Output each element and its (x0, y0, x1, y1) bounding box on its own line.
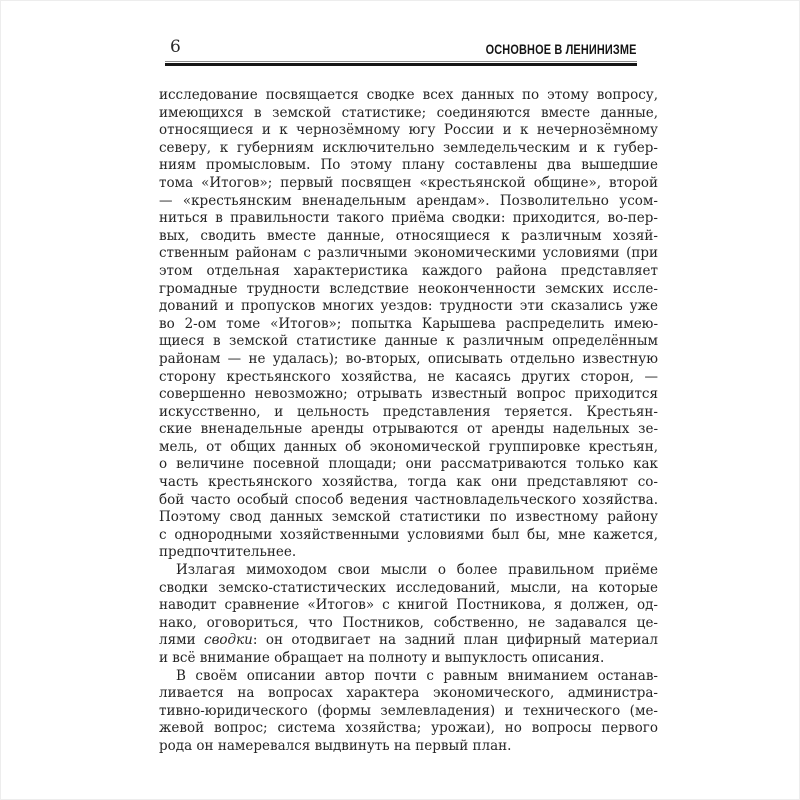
text-line: тивно-юридического (формы землевладения) и технического (ме- (159, 702, 658, 719)
text-line: лями сводки: он отодвигает на задний план цифирный материал (159, 632, 658, 649)
text-line: ливается на вопросах характера экономического, администра- (159, 685, 658, 702)
text-line: вых, сводить вместе данные, относящиеся к различным хозяй- (159, 227, 658, 244)
text-line: относящиеся и к чернозёмному югу России и к нечернозёмному (159, 122, 658, 139)
text-line: районам — не удалась); во-вторых, описывать отдельно известную (159, 350, 658, 367)
text-line: искусственно, и цельность представления теряется. Крестьян- (159, 403, 658, 420)
text-line: предпочтительнее. (159, 544, 297, 561)
text-line: Поэтому свод данных земской статистики по известному району (159, 509, 658, 526)
page-header (165, 36, 637, 72)
text-line: нако, оговориться, что Постников, собственно, не задавался це- (159, 614, 658, 631)
text-line: сторону крестьянского хозяйства, не касаясь других сторон, — (159, 368, 658, 385)
paragraph (159, 562, 658, 668)
text-line: ниться в правильности такого приёма сводки: приходится, во-пер- (159, 210, 658, 227)
text-line: совершенно невозможно; отрывать известный вопрос приходится (159, 386, 658, 403)
text-line: часть крестьянского хозяйства, тогда как они представляют со- (159, 474, 658, 491)
text-line: громадные трудности вследствие неоконченности земских иссле- (159, 280, 658, 297)
text-line: мель, от общих данных об экономической группировке крестьян, (159, 438, 658, 455)
text-line: о величине посевной площади; они рассматриваются только как (159, 456, 658, 473)
text-line: дований и пропусков многих уездов: трудности эти сказались уже (159, 298, 658, 315)
text-line: исследование посвящается сводке всех данных по этому вопросу, (159, 87, 658, 103)
header-rule-thick-line (165, 63, 637, 66)
paragraph (159, 668, 658, 756)
header-rule-thin-line (165, 61, 637, 62)
text-line: ниям промысловым. По этому плану составлены два вышедшие (159, 157, 658, 174)
running-title: ОСНОВНОЕ В ЛЕНИНИЗМЕ (485, 41, 637, 57)
text-line: В своём описании автор почти с равным вниманием останав- (176, 667, 658, 684)
text-line: сводки земско-статистических исследований, мысли, на которые (159, 579, 658, 596)
text-line: ственным районам с различными экономическими условиями (при (159, 245, 658, 262)
text-line: рода он намеревался выдвинуть на первый план. (159, 737, 512, 754)
text-line: имеющихся в земской статистике; соединяются вместе данные, (159, 104, 658, 121)
text-line: Излагая мимоходом свои мысли о более правильном приёме (176, 562, 658, 579)
text-line: щиеся в земской статистике данные к различным определённым (159, 333, 658, 350)
text-line: ские вненадельные аренды отрываются от аренды надельных зе- (159, 421, 658, 438)
text-line: наводит сравнение «Итогов» с книгой Постникова, я должен, од- (159, 597, 658, 614)
text-line: бой часто особый способ ведения частновладельческого хозяйства. (159, 491, 658, 508)
text-line: с однородными хозяйственными условиями был бы, мне кажется, (159, 526, 658, 543)
header-rule (165, 61, 637, 66)
text-line: жевой вопрос; система хозяйства; урожаи), но вопросы первого (159, 720, 658, 737)
page-number: 6 (170, 37, 181, 57)
text-line: — «крестьянским вненадельным арендам». Позволительно усом- (159, 192, 658, 209)
text-line: тома «Итогов»; первый посвящен «крестьянской общине», второй (159, 174, 658, 191)
text-column (159, 87, 658, 756)
text-line: во 2-ом томе «Итогов»; попытка Карышева распределить имею- (159, 315, 658, 332)
text-line: северу, к губерниям исключительно земледельческим и к губер- (159, 139, 658, 156)
paragraph (159, 87, 658, 562)
text-line: этом отдельная характеристика каждого района представляет (159, 262, 658, 279)
text-line: и всё внимание обращает на полноту и выпуклость описания. (159, 650, 605, 666)
